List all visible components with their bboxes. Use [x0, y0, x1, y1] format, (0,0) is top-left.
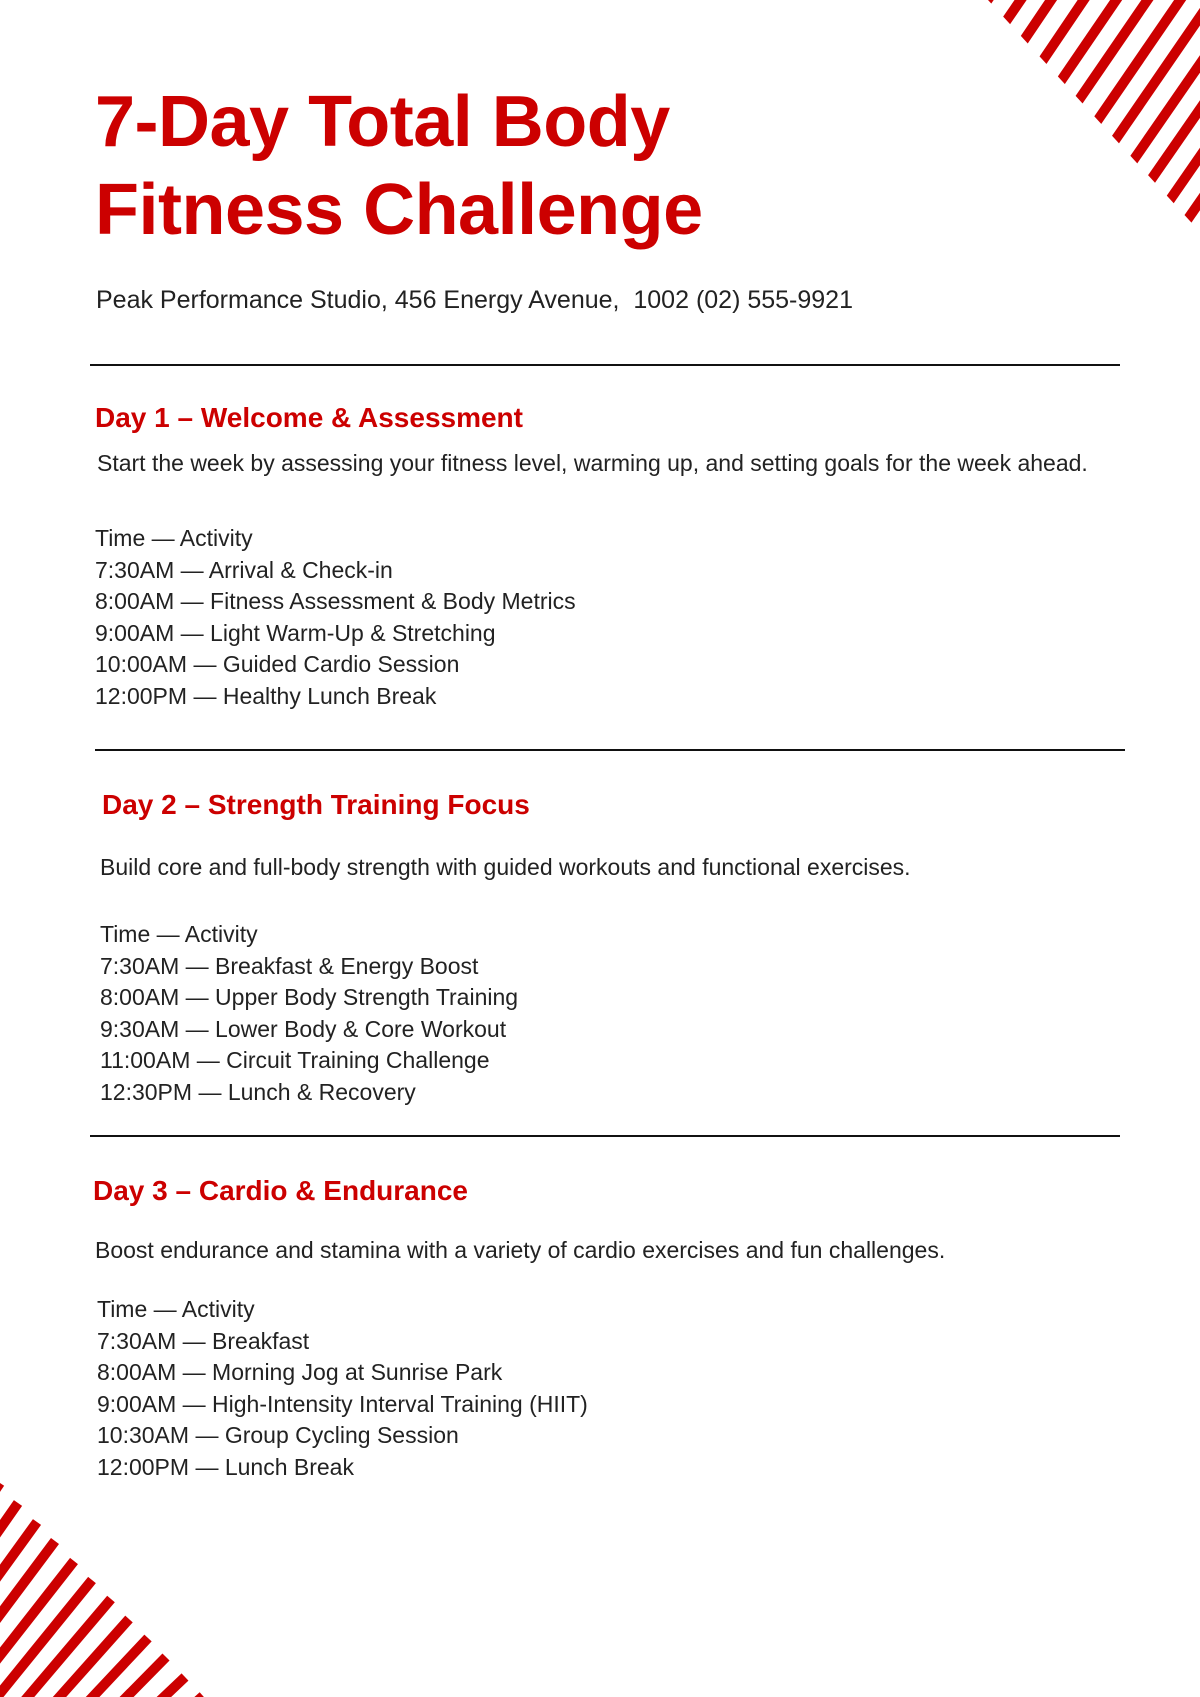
title-line-2: Fitness Challenge: [95, 170, 703, 250]
schedule-item: 10:30AM — Group Cycling Session: [97, 1422, 459, 1448]
day-3-description: Boost endurance and stamina with a variety of cardio exercises and fun challenges.: [95, 1237, 946, 1263]
divider: [90, 1135, 1120, 1137]
day-1-schedule: [95, 523, 576, 712]
schedule-item: 9:00AM — Light Warm-Up & Stretching: [95, 619, 496, 646]
day-2-description: Build core and full-body strength with guided workouts and functional exercises.: [100, 854, 911, 880]
page-title: [95, 78, 895, 254]
title-line-1: 7-Day Total Body: [95, 82, 670, 162]
schedule-header: Time — Activity: [95, 525, 253, 551]
schedule-item: 9:00AM — High-Intensity Interval Training (HIIT): [97, 1390, 588, 1417]
divider: [90, 364, 1120, 366]
day-3-heading: Day 3 – Cardio & Endurance: [93, 1175, 469, 1206]
day-3-schedule: [97, 1294, 588, 1483]
schedule-item: 10:00AM — Guided Cardio Session: [95, 651, 460, 677]
decorative-stripes-bottom-left: [0, 1475, 205, 1697]
schedule-item: 8:00AM — Fitness Assessment & Body Metrics: [95, 588, 576, 614]
schedule-header: Time — Activity: [97, 1296, 255, 1322]
day-1-description: Start the week by assessing your fitness level, warming up, and setting goals for the week ahead.: [97, 450, 1088, 476]
schedule-item: 7:30AM — Breakfast & Energy Boost: [100, 952, 479, 979]
schedule-header: Time — Activity: [100, 921, 258, 947]
day-2-heading: Day 2 – Strength Training Focus: [102, 789, 530, 820]
schedule-item: 8:00AM — Morning Jog at Sunrise Park: [97, 1359, 503, 1385]
schedule-item: 7:30AM — Arrival & Check-in: [95, 556, 393, 583]
schedule-item: 12:30PM — Lunch & Recovery: [100, 1078, 416, 1105]
schedule-item: 12:00PM — Lunch Break: [97, 1453, 354, 1480]
schedule-item: 11:00AM — Circuit Training Challenge: [100, 1047, 490, 1073]
schedule-item: 8:00AM — Upper Body Strength Training: [100, 984, 519, 1010]
schedule-item: 12:00PM — Healthy Lunch Break: [95, 682, 437, 709]
studio-address: Peak Performance Studio, 456 Energy Avenue, 1002 (02) 555-9921: [96, 286, 853, 314]
day-2-schedule: [100, 919, 518, 1108]
schedule-item: 7:30AM — Breakfast: [97, 1327, 310, 1354]
day-1-heading: Day 1 – Welcome & Assessment: [95, 402, 523, 433]
decorative-stripes-top-right: [988, 0, 1200, 232]
divider: [95, 749, 1125, 751]
schedule-item: 9:30AM — Lower Body & Core Workout: [100, 1015, 507, 1042]
